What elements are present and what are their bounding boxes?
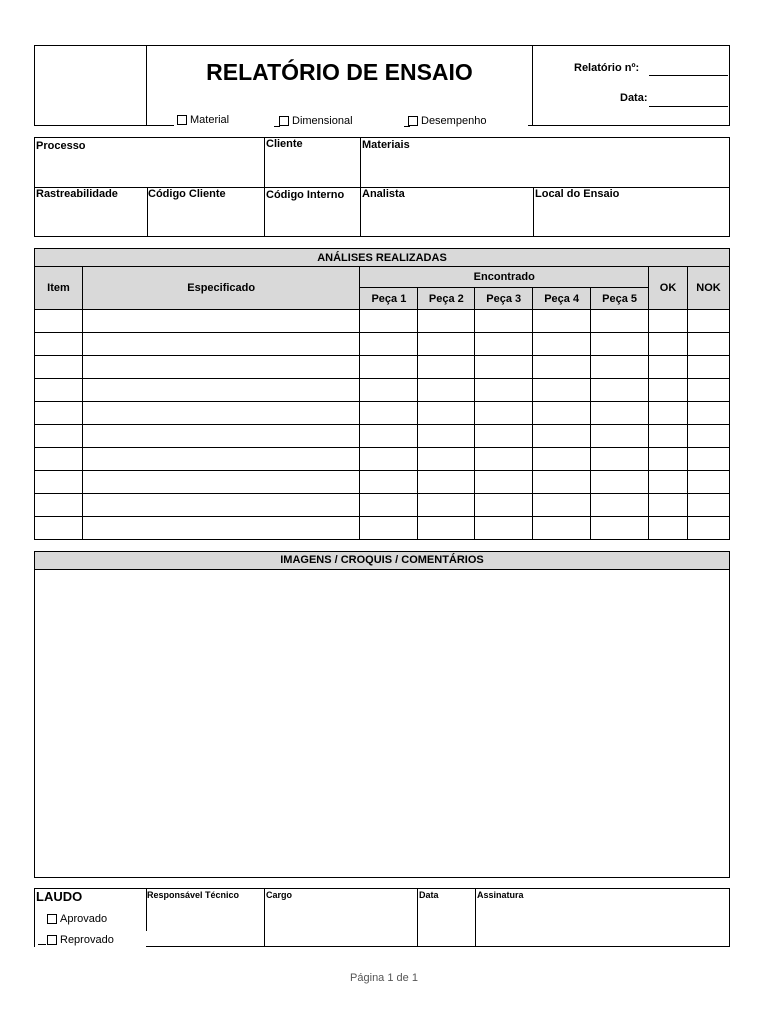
table-row — [35, 356, 730, 379]
table-cell[interactable] — [35, 517, 83, 540]
col-encontrado: Encontrado — [360, 267, 649, 288]
checkbox-label: Dimensional — [292, 115, 353, 127]
table-cell[interactable] — [360, 494, 418, 517]
checkbox-icon[interactable] — [279, 116, 289, 126]
table-row — [35, 425, 730, 448]
checkbox-aprovado[interactable] — [47, 913, 107, 925]
table-cell[interactable] — [533, 310, 591, 333]
cargo-field[interactable]: Cargo — [266, 890, 293, 900]
table-cell[interactable] — [418, 310, 475, 333]
table-cell[interactable] — [591, 310, 649, 333]
table-cell[interactable] — [360, 333, 418, 356]
codigo-cliente-field[interactable]: Código Cliente — [148, 188, 226, 200]
table-cell[interactable] — [418, 379, 475, 402]
table-cell[interactable] — [35, 425, 83, 448]
table-cell[interactable] — [360, 471, 418, 494]
table-cell[interactable] — [687, 379, 729, 402]
table-cell[interactable] — [475, 310, 533, 333]
table-cell[interactable] — [533, 448, 591, 471]
table-cell[interactable] — [649, 425, 688, 448]
table-cell[interactable] — [687, 333, 729, 356]
info-block — [34, 137, 730, 237]
table-cell[interactable] — [649, 471, 688, 494]
table-cell[interactable] — [475, 448, 533, 471]
table-cell[interactable] — [360, 379, 418, 402]
table-cell[interactable] — [360, 310, 418, 333]
laudo-block — [34, 888, 730, 947]
cliente-field[interactable]: Cliente — [266, 138, 303, 150]
table-cell[interactable] — [533, 379, 591, 402]
table-cell[interactable] — [649, 517, 688, 540]
table-cell[interactable] — [533, 494, 591, 517]
table-cell[interactable] — [418, 402, 475, 425]
materiais-field[interactable]: Materiais — [362, 139, 410, 151]
table-cell[interactable] — [687, 471, 729, 494]
laudo-title: LAUDO — [36, 889, 83, 904]
table-cell[interactable] — [418, 356, 475, 379]
table-cell[interactable] — [687, 517, 729, 540]
imagens-block — [34, 551, 730, 878]
table-cell[interactable] — [475, 333, 533, 356]
table-cell[interactable] — [649, 310, 688, 333]
checkbox-desempenho[interactable] — [408, 115, 486, 127]
table-cell[interactable] — [591, 333, 649, 356]
table-cell[interactable] — [35, 402, 83, 425]
local-ensaio-field[interactable]: Local do Ensaio — [535, 188, 620, 200]
report-number-field[interactable] — [649, 75, 728, 76]
table-cell[interactable] — [418, 494, 475, 517]
table-row — [35, 402, 730, 425]
table-cell[interactable] — [35, 494, 83, 517]
table-cell[interactable] — [82, 356, 360, 379]
table-cell[interactable] — [475, 379, 533, 402]
col-ok: OK — [649, 267, 688, 310]
responsavel-field[interactable]: Responsável Técnico — [147, 890, 240, 900]
table-cell[interactable] — [687, 448, 729, 471]
codigo-interno-field[interactable]: Código Interno — [266, 189, 345, 201]
checkbox-icon[interactable] — [47, 935, 57, 945]
col-peca: Peça 5 — [591, 288, 649, 310]
checkbox-reprovado[interactable] — [47, 934, 114, 946]
imagens-comment-area[interactable] — [35, 571, 729, 877]
table-cell[interactable] — [418, 471, 475, 494]
table-cell[interactable] — [82, 471, 360, 494]
table-row — [35, 448, 730, 471]
table-cell[interactable] — [649, 379, 688, 402]
table-cell[interactable] — [35, 310, 83, 333]
checkbox-label: Aprovado — [60, 913, 108, 925]
rastreabilidade-field[interactable]: Rastreabilidade — [36, 188, 118, 200]
table-cell[interactable] — [591, 448, 649, 471]
table-cell[interactable] — [35, 356, 83, 379]
table-cell[interactable] — [360, 402, 418, 425]
table-cell[interactable] — [533, 425, 591, 448]
processo-field[interactable]: Processo — [36, 140, 86, 152]
table-row — [35, 379, 730, 402]
table-cell[interactable] — [35, 448, 83, 471]
table-cell[interactable] — [687, 425, 729, 448]
table-row — [35, 494, 730, 517]
date-label: Data: — [620, 92, 648, 104]
table-cell[interactable] — [475, 494, 533, 517]
table-cell[interactable] — [475, 471, 533, 494]
table-cell[interactable] — [649, 494, 688, 517]
imagens-title: IMAGENS / CROQUIS / COMENTÁRIOS — [35, 552, 729, 570]
page-number: Página 1 de 1 — [350, 972, 418, 984]
table-cell[interactable] — [687, 402, 729, 425]
table-cell[interactable] — [591, 494, 649, 517]
table-cell[interactable] — [649, 402, 688, 425]
table-row — [35, 471, 730, 494]
table-cell[interactable] — [475, 402, 533, 425]
table-cell[interactable] — [35, 379, 83, 402]
data-field[interactable]: Data — [419, 890, 439, 900]
table-cell[interactable] — [82, 448, 360, 471]
checkbox-label: Material — [190, 114, 230, 126]
col-peca: Peça 2 — [418, 288, 475, 310]
table-cell[interactable] — [591, 379, 649, 402]
table-cell[interactable] — [418, 425, 475, 448]
table-cell[interactable] — [475, 425, 533, 448]
col-peca: Peça 4 — [533, 288, 591, 310]
table-cell[interactable] — [687, 494, 729, 517]
table-cell[interactable] — [360, 517, 418, 540]
table-cell[interactable] — [533, 471, 591, 494]
table-cell[interactable] — [533, 517, 591, 540]
analista-field[interactable]: Analista — [362, 188, 405, 200]
analises-table — [34, 248, 730, 540]
col-nok: NOK — [687, 267, 729, 310]
table-cell[interactable] — [591, 425, 649, 448]
table-cell[interactable] — [35, 333, 83, 356]
assinatura-field[interactable]: Assinatura — [477, 890, 524, 900]
table-cell[interactable] — [82, 494, 360, 517]
table-cell[interactable] — [649, 448, 688, 471]
checkbox-icon[interactable] — [177, 115, 187, 125]
table-cell[interactable] — [360, 425, 418, 448]
col-peca: Peça 1 — [360, 288, 418, 310]
table-cell[interactable] — [687, 356, 729, 379]
col-item: Item — [35, 267, 83, 310]
table-cell[interactable] — [591, 471, 649, 494]
table-cell[interactable] — [82, 379, 360, 402]
table-cell[interactable] — [475, 356, 533, 379]
table-cell[interactable] — [475, 517, 533, 540]
table-cell[interactable] — [649, 356, 688, 379]
table-row — [35, 517, 730, 540]
table-cell[interactable] — [82, 333, 360, 356]
date-field[interactable] — [649, 106, 728, 107]
table-cell[interactable] — [82, 425, 360, 448]
table-cell[interactable] — [360, 448, 418, 471]
checkbox-material[interactable] — [177, 114, 229, 126]
checkbox-label: Reprovado — [60, 934, 114, 946]
table-cell[interactable] — [533, 356, 591, 379]
analises-title: ANÁLISES REALIZADAS — [35, 249, 730, 267]
table-cell[interactable] — [35, 471, 83, 494]
table-row — [35, 333, 730, 356]
table-cell[interactable] — [687, 310, 729, 333]
col-peca: Peça 3 — [475, 288, 533, 310]
table-cell[interactable] — [418, 333, 475, 356]
table-cell[interactable] — [82, 402, 360, 425]
checkbox-label: Desempenho — [421, 115, 487, 127]
table-cell[interactable] — [591, 356, 649, 379]
table-cell[interactable] — [591, 517, 649, 540]
table-row — [35, 310, 730, 333]
checkbox-icon[interactable] — [408, 116, 418, 126]
header-block — [34, 45, 730, 127]
checkbox-dimensional[interactable] — [279, 115, 353, 127]
table-cell[interactable] — [418, 448, 475, 471]
table-cell[interactable] — [418, 517, 475, 540]
report-number-label: Relatório nº: — [574, 62, 640, 74]
table-cell[interactable] — [533, 402, 591, 425]
checkbox-icon[interactable] — [47, 914, 57, 924]
table-cell[interactable] — [533, 333, 591, 356]
table-cell[interactable] — [591, 402, 649, 425]
table-cell[interactable] — [82, 310, 360, 333]
page-title: RELATÓRIO DE ENSAIO — [206, 59, 473, 85]
table-cell[interactable] — [360, 356, 418, 379]
table-cell[interactable] — [82, 517, 360, 540]
col-especificado: Especificado — [82, 267, 360, 310]
table-cell[interactable] — [649, 333, 688, 356]
